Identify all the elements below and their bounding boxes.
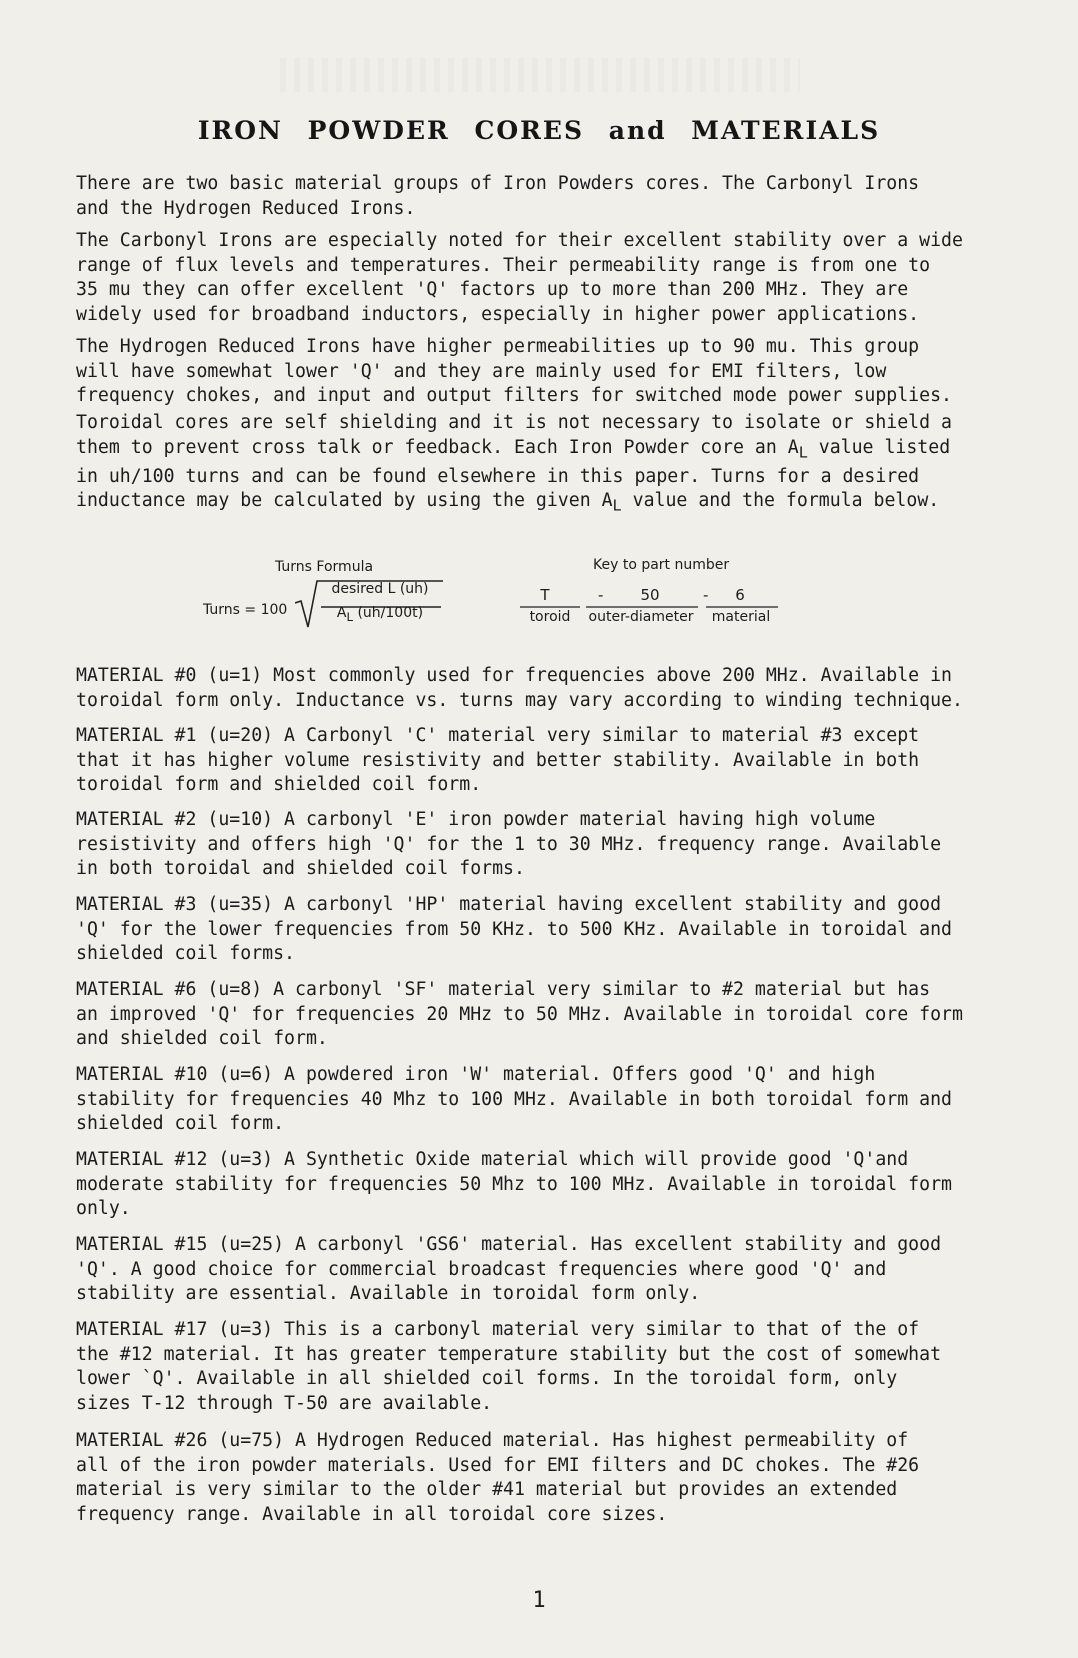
key-code-toroid: T (540, 586, 550, 604)
text-line: an improved 'Q' for frequencies 20 MHz to 50 MHz. Available in toroidal core form (76, 1003, 963, 1025)
text-line: that it has higher volume resistivity and better stability. Available in both (76, 749, 920, 771)
text-line: range of flux levels and temperatures. Their permeability range is from one to (76, 254, 931, 276)
text-line: MATERIAL #3 (u=35) A carbonyl 'HP' material having excellent stability and good (76, 894, 942, 915)
bleed-through-texture (280, 58, 800, 92)
text-line: toroidal form only. Inductance vs. turns may vary according to winding technique. (76, 689, 963, 711)
text-line: stability are essential. Available in toroidal form only. (76, 1283, 701, 1304)
material-entry (76, 1233, 1001, 1307)
text-line: widely used for broadband inductors, especially in higher power applications. (76, 303, 920, 325)
material-entry (76, 664, 1001, 713)
text-line: MATERIAL #10 (u=6) A powdered iron 'W' material. Offers good 'Q' and high (76, 1064, 876, 1085)
text-line: 'Q' for the lower frequencies from 50 KHz. to 500 KHz. Available in toroidal and (76, 918, 952, 940)
page-title: IRON POWDER CORES and MATERIALS (197, 116, 881, 145)
text-line: lower `Q'. Available in all shielded coil forms. In the toroidal form, only (76, 1368, 898, 1389)
text-line: resistivity and offers high 'Q' for the 1 to 30 MHz. frequency range. Available (76, 833, 942, 855)
text-line: sizes T-12 through T-50 are available. (76, 1392, 493, 1414)
text-line: toroidal form and shielded coil form. (76, 774, 482, 795)
text-line: MATERIAL #2 (u=10) A carbonyl 'E' iron powder material having high volume (76, 809, 876, 830)
key-separator: - (703, 586, 709, 604)
formula-lhs: Turns = 100 (203, 602, 288, 618)
text-line: frequency chokes, and input and output filters for switched mode power supplies. (76, 385, 952, 406)
text-line: 35 mu they can offer excellent 'Q' factors up to more than 200 MHz. They are (76, 279, 909, 300)
text-line: the #12 material. It has greater temperature stability but the cost of somewhat (76, 1343, 942, 1365)
text-line: There are two basic material groups of Iron Powders cores. The Carbonyl Irons (76, 173, 920, 194)
material-entry (76, 1318, 1001, 1416)
key-code-material: 6 (735, 586, 745, 604)
text-line: MATERIAL #17 (u=3) This is a carbonyl material very similar to that of the of (76, 1319, 920, 1340)
key-label-toroid: toroid (529, 609, 571, 625)
text-line: MATERIAL #12 (u=3) A Synthetic Oxide material which will provide good 'Q'and (76, 1149, 909, 1170)
intro-paragraph-3 (76, 335, 1001, 409)
intro-paragraph-4 (76, 411, 1001, 518)
formula-denominator: $A_L$ (uh/100t) (336, 605, 424, 624)
material-entry (76, 978, 1001, 1052)
text-line: MATERIAL #26 (u=75) A Hydrogen Reduced material. Has highest permeability of (76, 1430, 909, 1451)
text-line: The Carbonyl Irons are especially noted for their excellent stability over a wide (76, 230, 963, 251)
text-line: inductance may be calculated by using the given $A_L$ value and the formula below. (76, 490, 940, 515)
text-line: shielded coil form. (76, 1113, 285, 1134)
text-line: stability for frequencies 40 Mhz to 100 MHz. Available in both toroidal form and (76, 1088, 952, 1110)
key-separator: - (598, 586, 604, 604)
text-line: in both toroidal and shielded coil forms. (76, 858, 525, 879)
material-entry (76, 808, 1001, 882)
key-title: Key to part number (593, 557, 730, 573)
formula-title: Turns Formula (275, 559, 374, 575)
text-line: only. (76, 1198, 131, 1219)
material-entry (76, 1148, 1001, 1222)
text-line: will have somewhat lower 'Q' and they are mainly used for EMI filters, low (76, 360, 887, 382)
text-line: MATERIAL #15 (u=25) A carbonyl 'GS6' material. Has excellent stability and good (76, 1234, 942, 1255)
material-entry (76, 1063, 1001, 1137)
text-line: all of the iron powder materials. Used for EMI filters and DC chokes. The #26 (76, 1454, 920, 1476)
text-line: and shielded coil form. (76, 1028, 328, 1049)
text-line: 'Q'. A good choice for commercial broadcast frequencies where good 'Q' and (76, 1258, 887, 1280)
key-label-diameter: outer-diameter (588, 609, 694, 625)
text-line: MATERIAL #1 (u=20) A Carbonyl 'C' material very similar to material #3 except (76, 725, 920, 746)
text-line: MATERIAL #0 (u=1) Most commonly used for frequencies above 200 MHz. Available in (76, 665, 952, 686)
material-entry (76, 1429, 1001, 1527)
text-line: them to prevent cross talk or feedback. Each Iron Powder core an $A_L$ value listed (76, 436, 951, 462)
intro-paragraph-1 (76, 172, 1001, 221)
text-line: frequency range. Available in all toroidal core sizes. (76, 1503, 668, 1525)
turns-formula-diagram (195, 553, 805, 633)
text-line: moderate stability for frequencies 50 Mhz to 100 MHz. Available in toroidal form (76, 1173, 952, 1195)
key-code-diameter: 50 (640, 586, 660, 604)
text-line: and the Hydrogen Reduced Irons. (76, 197, 416, 219)
text-line: The Hydrogen Reduced Irons have higher permeabilities up to 90 mu. This group (76, 336, 920, 357)
formula-numerator: desired L (uh) (331, 581, 429, 597)
key-label-material: material (711, 609, 771, 625)
text-line: in uh/100 turns and can be found elsewhere in this paper. Turns for a desired (76, 465, 920, 487)
material-entry (76, 724, 1001, 798)
text-line: MATERIAL #6 (u=8) A carbonyl 'SF' material very similar to #2 material but has (76, 979, 931, 1000)
intro-paragraph-2 (76, 229, 1001, 327)
material-entry (76, 893, 1001, 967)
text-line: shielded coil forms. (76, 943, 295, 964)
text-line: material is very similar to the older #41 material but provides an extended (76, 1479, 898, 1500)
page-number: 1 (532, 1588, 546, 1613)
text-line: Toroidal cores are self shielding and it is not necessary to isolate or shield a (76, 412, 952, 433)
